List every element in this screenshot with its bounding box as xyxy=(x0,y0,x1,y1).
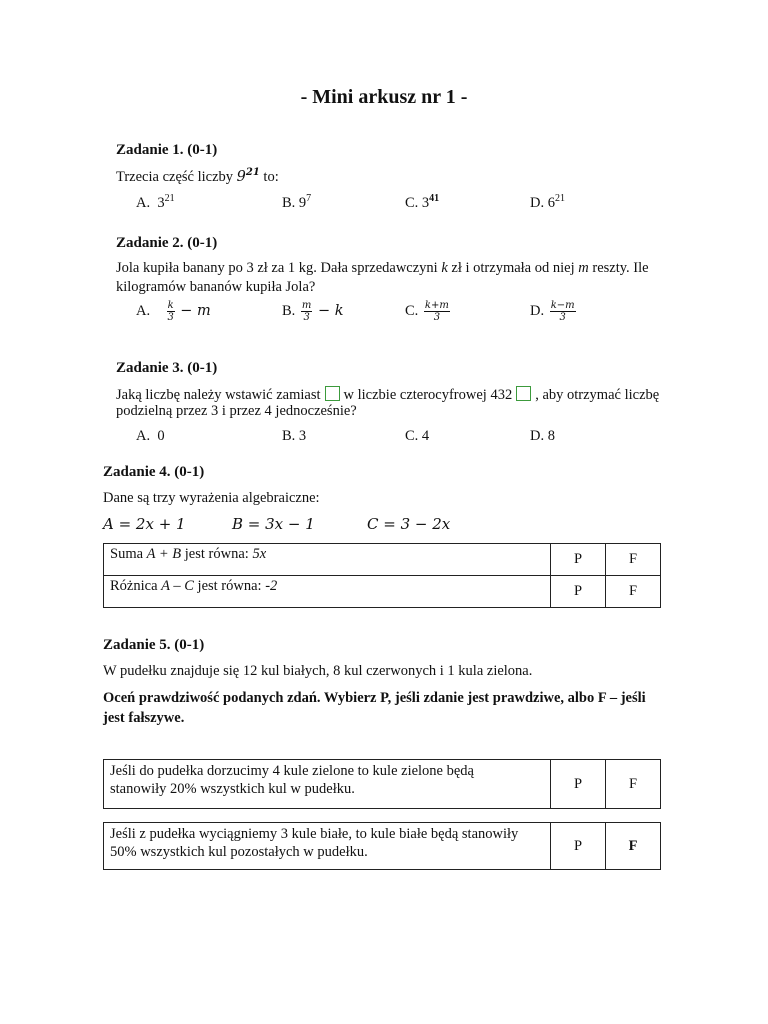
task2-option-a[interactable]: A. $\frac{k}{3}$ − m xyxy=(136,300,211,323)
task3-question-line1: Jaką liczbę należy wstawić zamiast w liczbie czterocyfrowej 432 , aby otrzymać liczbę xyxy=(116,387,660,403)
task5-table-1 xyxy=(103,759,661,809)
task1-header: Zadanie 1. (0-1) xyxy=(116,142,218,158)
task2-question-line2: kilogramów bananów kupiła Jola? xyxy=(116,279,316,295)
task5-table-2 xyxy=(103,822,661,870)
task1-option-a[interactable]: A. $3^{21}$ xyxy=(136,193,175,211)
statement-cell: Jeśli z pudełka wyciągniemy 3 kule białe, to kule białe będą stanowiły 50% wszystkich kul pozostałych w pudełku. xyxy=(104,823,551,870)
true-option[interactable]: P xyxy=(551,544,606,576)
statement-cell: Suma A + B jest równa: 5x xyxy=(104,544,551,576)
false-option[interactable]: F xyxy=(606,760,661,809)
task2-option-c[interactable]: C. $\frac{k+m}{3}$ xyxy=(405,300,449,323)
task5-intro: W pudełku znajduje się 12 kul białych, 8 kul czerwonych i 1 kula zielona. xyxy=(103,663,533,679)
task4-table xyxy=(103,543,661,608)
false-option[interactable]: F xyxy=(606,544,661,576)
task2-header: Zadanie 2. (0-1) xyxy=(116,235,218,251)
task2-option-d[interactable]: D. $\frac{k-m}{3}$ xyxy=(530,300,575,323)
blank-box-icon xyxy=(325,386,340,401)
expression-b: B = 3x − 1 xyxy=(232,515,315,533)
task5-instruction: Oceń prawdziwość podanych zdań. Wybierz P, jeśli zdanie jest prawdziwe, albo F – jeśli jest fałszywe. xyxy=(103,690,646,726)
false-option[interactable]: F xyxy=(606,823,661,870)
task4-intro: Dane są trzy wyrażenia algebraiczne: xyxy=(103,490,320,506)
table-row xyxy=(104,576,661,608)
blank-box-icon xyxy=(516,386,531,401)
task1-option-d[interactable]: D. $6^{21}$ xyxy=(530,193,565,211)
false-option[interactable]: F xyxy=(606,576,661,608)
expression-c: C = 3 − 2x xyxy=(367,515,451,533)
table-row xyxy=(104,544,661,576)
task1-option-c[interactable]: C. $3^{41}$ xyxy=(405,193,440,211)
table-row xyxy=(104,823,661,870)
statement-cell: Różnica A – C jest równa: -2 xyxy=(104,576,551,608)
task1-question: Trzecia część liczby $9^{21}$ to: xyxy=(116,167,279,185)
task5-header: Zadanie 5. (0-1) xyxy=(103,637,205,653)
task1-option-b[interactable]: B. $9^7$ xyxy=(282,193,312,211)
true-option[interactable]: P xyxy=(551,823,606,870)
task3-option-c[interactable]: C. 4 xyxy=(405,428,430,444)
task2-option-b[interactable]: B. $\frac{m}{3}$ − k xyxy=(282,300,344,323)
task3-option-a[interactable]: A. 0 xyxy=(136,428,165,444)
task4-header: Zadanie 4. (0-1) xyxy=(103,464,205,480)
expression-a: A = 2x + 1 xyxy=(103,515,186,533)
task3-option-b[interactable]: B. 3 xyxy=(282,428,307,444)
page-title: - Mini arkusz nr 1 - xyxy=(300,86,468,108)
statement-cell: Jeśli do pudełka dorzucimy 4 kule zielone to kule zielone będą stanowiły 20% wszystkich kul w pudełku. xyxy=(104,760,551,809)
true-option[interactable]: P xyxy=(551,576,606,608)
task3-header: Zadanie 3. (0-1) xyxy=(116,360,218,376)
table-row xyxy=(104,760,661,809)
true-option[interactable]: P xyxy=(551,760,606,809)
task3-option-d[interactable]: D. 8 xyxy=(530,428,555,444)
task3-question-line2: podzielną przez 3 i przez 4 jednocześnie? xyxy=(116,403,357,419)
task2-question-line1: Jola kupiła banany po 3 zł za 1 kg. Dała sprzedawczyni k zł i otrzymała od niej m reszty. Ile xyxy=(116,260,649,276)
